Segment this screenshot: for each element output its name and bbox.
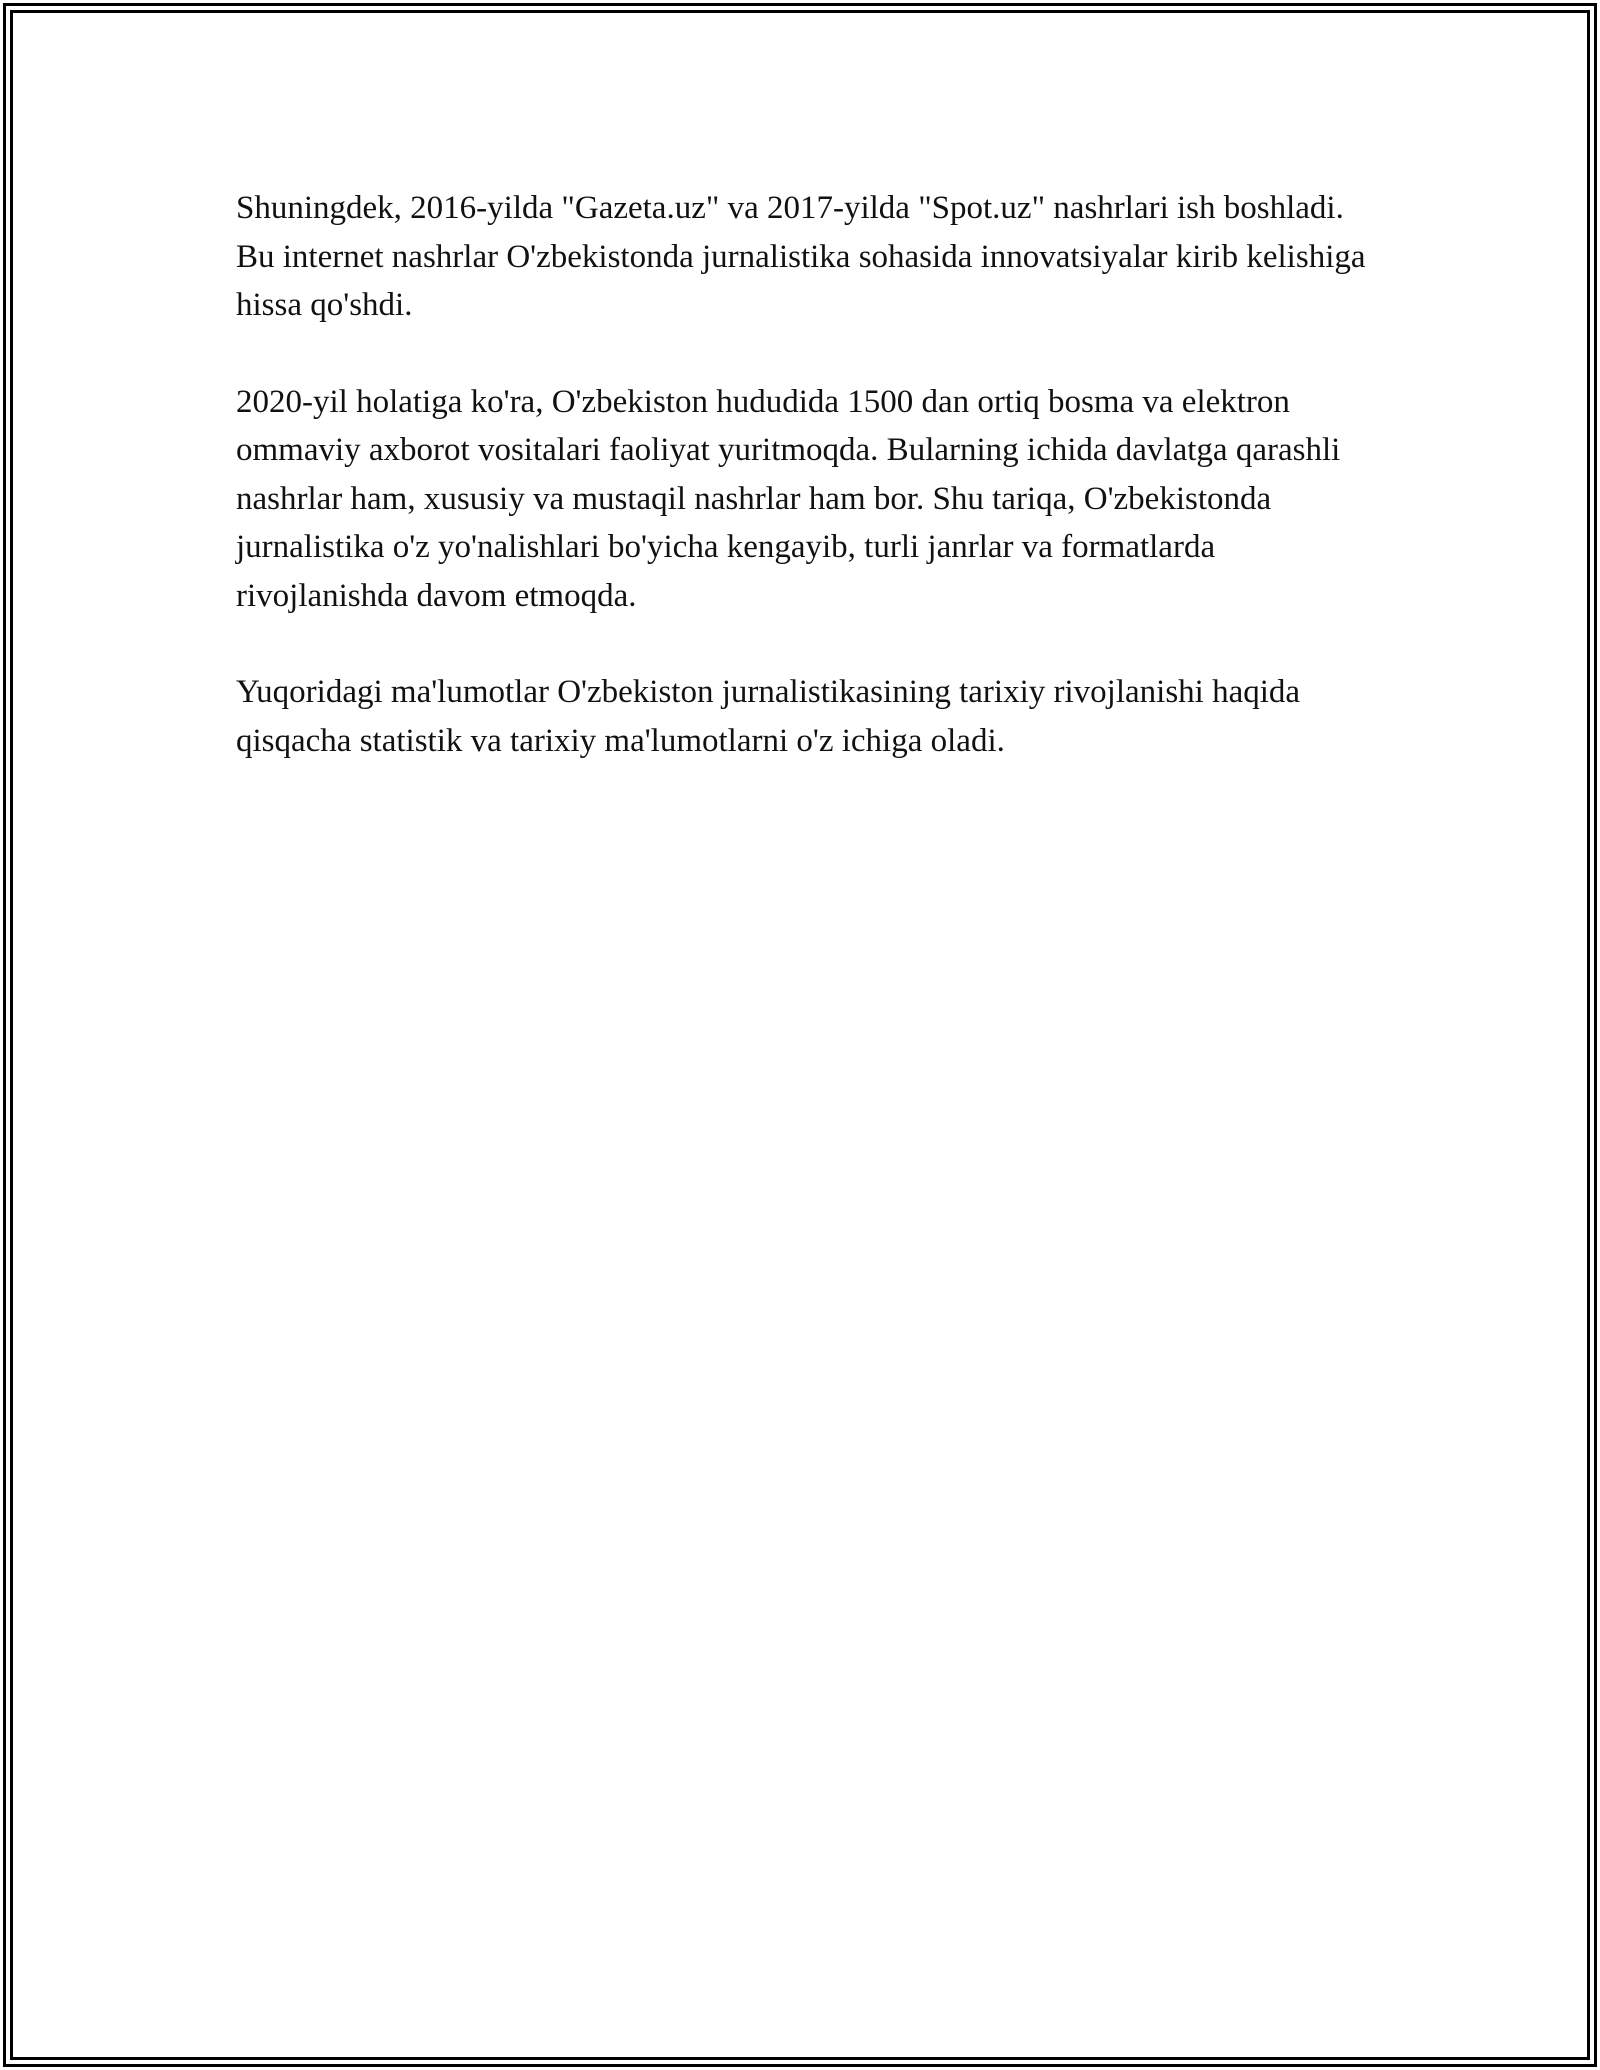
paragraph-3: Yuqoridagi ma'lumotlar O'zbekiston jurnalistikasining tarixiy rivojlanishi haqida qisqacha statistik va tarixiy ma'lumotlarni o'z ichiga oladi. xyxy=(236,674,1301,759)
paragraph-2: 2020-yil holatiga ko'ra, O'zbekiston hududida 1500 dan ortiq bosma va elektron ommaviy axborot vositalari faoliyat yuritmoqda. Bularning ichida davlatga qarashli nashrlar ham, xususiy va mustaqil nashrlar ham bor. Shu tariqa, O'zbekistonda jurnalistika o'z yo'nalishlari bo'yicha kengayib, turli janrlar va formatlarda rivojlanishda davom etmoqda. xyxy=(236,383,1341,614)
paragraph-1: Shuningdek, 2016-yilda "Gazeta.uz" va 2017-yilda "Spot.uz" nashrlari ish boshladi. Bu internet nashrlar O'zbekistonda jurnalistika sohasida innovatsiyalar kirib kelishiga hissa qo'shdi. xyxy=(236,190,1366,323)
document-body xyxy=(236,184,1376,813)
